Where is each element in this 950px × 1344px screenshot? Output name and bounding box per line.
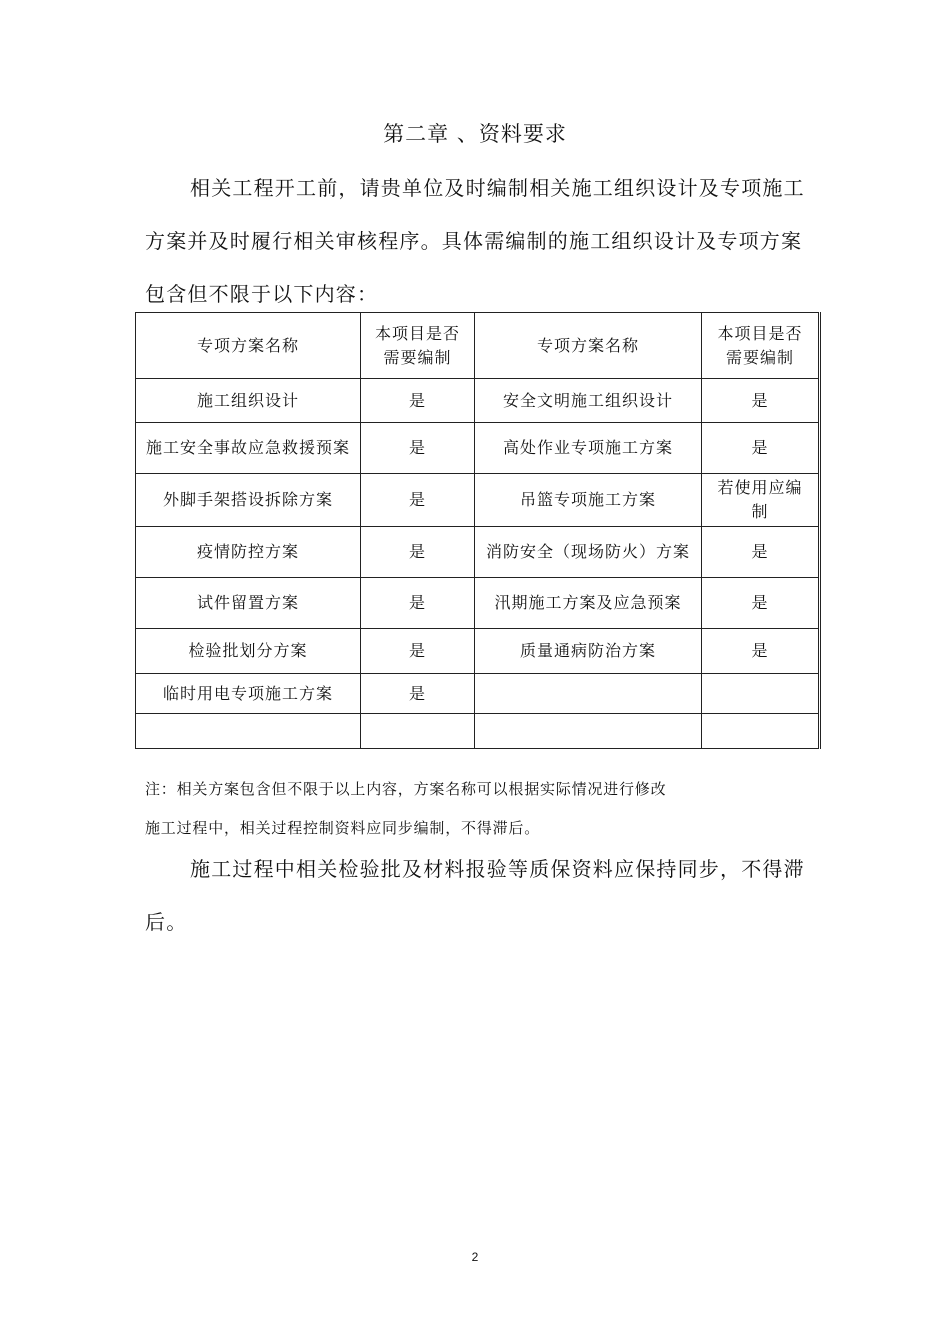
table-cell: 临时用电专项施工方案: [136, 674, 361, 714]
table-header-row: [136, 313, 820, 379]
table-cell: [136, 714, 361, 749]
table-cell: [702, 714, 820, 749]
table-cell: 是: [702, 379, 820, 423]
table-cell: 外脚手架搭设拆除方案: [136, 474, 361, 527]
table-cell: 疫情防控方案: [136, 527, 361, 578]
table-cell: [702, 674, 820, 714]
table-cell: 施工组织设计: [136, 379, 361, 423]
table-row: [136, 423, 820, 474]
table-cell: 是: [361, 379, 475, 423]
header-plan-name: 专项方案名称: [475, 313, 702, 379]
table-cell: 是: [702, 578, 820, 629]
page-number: 2: [471, 1250, 479, 1264]
table-cell: 质量通病防治方案: [475, 629, 702, 674]
table-cell: [475, 674, 702, 714]
table-cell: 施工安全事故应急救援预案: [136, 423, 361, 474]
table-cell: 汛期施工方案及应急预案: [475, 578, 702, 629]
table-row: [136, 578, 820, 629]
table-cell: 检验批划分方案: [136, 629, 361, 674]
table-row: [136, 474, 820, 527]
table-cell: [361, 714, 475, 749]
table-row: [136, 629, 820, 674]
table-cell: 消防安全（现场防火）方案: [475, 527, 702, 578]
table-cell: 是: [361, 474, 475, 527]
plan-requirements-table: [135, 312, 821, 749]
bottom-paragraph: 施工过程中相关检验批及材料报验等质保资料应保持同步，不得滞后。: [145, 857, 805, 934]
table-row: [136, 379, 820, 423]
table-cell: 若使用应编制: [702, 474, 820, 527]
header-plan-name: 专项方案名称: [136, 313, 361, 379]
table-cell: [475, 714, 702, 749]
table-row: [136, 714, 820, 749]
table-cell: 是: [361, 423, 475, 474]
table-row: [136, 527, 820, 578]
intro-paragraph: 相关工程开工前，请贵单位及时编制相关施工组织设计及专项施工方案并及时履行相关审核程序。具体需编制的施工组织设计及专项方案包含但不限于以下内容：: [145, 176, 805, 306]
table-cell: 安全文明施工组织设计: [475, 379, 702, 423]
table-cell: 是: [702, 423, 820, 474]
table-cell: 是: [361, 674, 475, 714]
table-note: 注：相关方案包含但不限于以上内容，方案名称可以根据实际情况进行修改: [145, 780, 667, 798]
table-row: [136, 674, 820, 714]
process-note: 施工过程中，相关过程控制资料应同步编制，不得滞后。: [145, 819, 541, 837]
table-cell: 是: [702, 527, 820, 578]
header-required: 本项目是否需要编制: [702, 313, 820, 379]
header-required: 本项目是否需要编制: [361, 313, 475, 379]
table-cell: 吊篮专项施工方案: [475, 474, 702, 527]
table-cell: 是: [361, 629, 475, 674]
table-cell: 高处作业专项施工方案: [475, 423, 702, 474]
table-cell: 是: [361, 578, 475, 629]
table-cell: 是: [702, 629, 820, 674]
table-cell: 是: [361, 527, 475, 578]
table-cell: 试件留置方案: [136, 578, 361, 629]
chapter-title: 第二章 、资料要求: [383, 122, 567, 146]
